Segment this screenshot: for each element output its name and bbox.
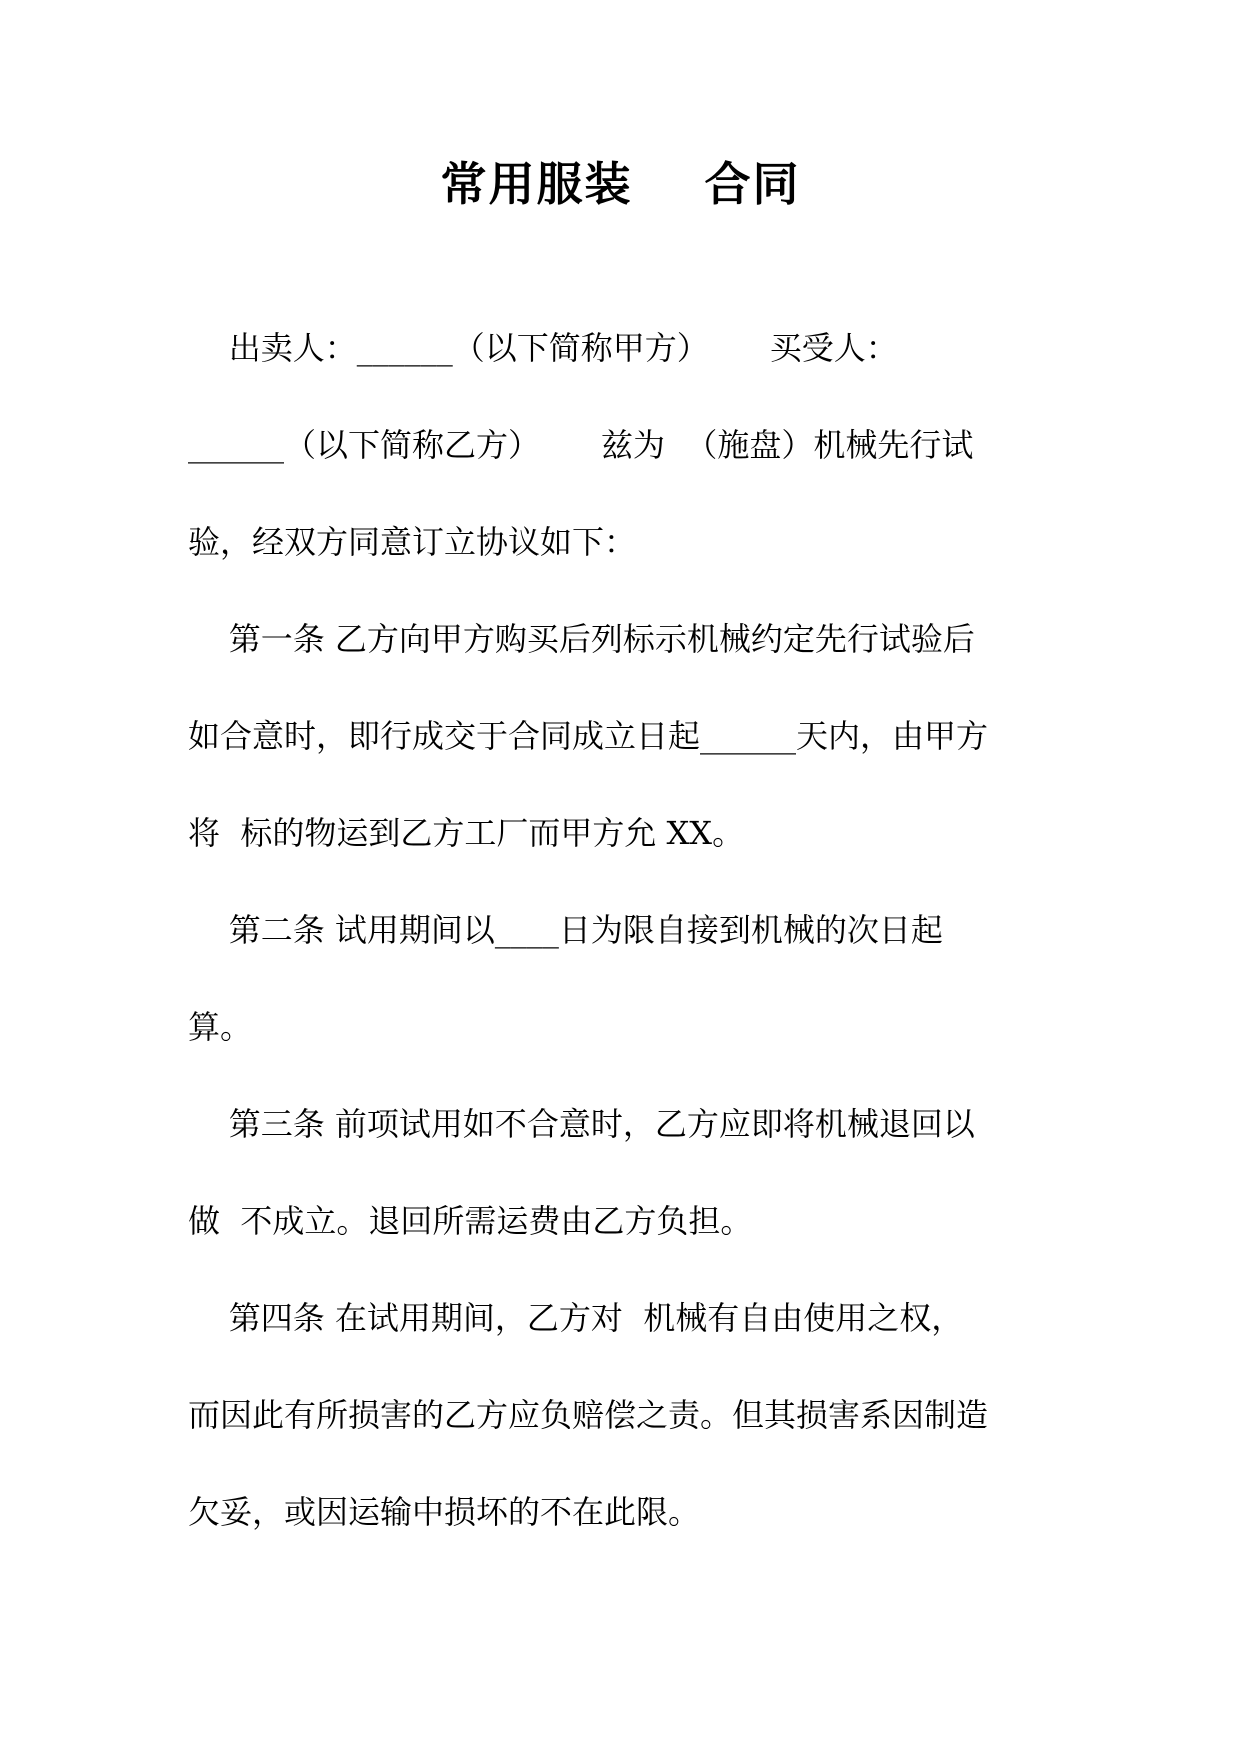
body-line: 验，经双方同意订立协议如下： bbox=[188, 523, 637, 561]
body-line: 做 不成立。退回所需运费由乙方负担。 bbox=[188, 1202, 753, 1240]
body-line: 第四条 在试用期间，乙方对 机械有自由使用之权， bbox=[188, 1299, 964, 1337]
body-line: 出卖人：______（以下简称甲方） 买受人： bbox=[188, 329, 898, 367]
body-line: 将 标的物运到乙方工厂而甲方允 XX。 bbox=[188, 814, 745, 852]
body-line: 第一条 乙方向甲方购买后列标示机械约定先行试验后 bbox=[188, 620, 975, 658]
body-line: ______（以下简称乙方） 兹为 （施盘）机械先行试 bbox=[188, 426, 974, 464]
document-title: 常用服装 合同 bbox=[440, 157, 801, 211]
body-line: 如合意时，即行成交于合同成立日起______天内，由甲方 bbox=[188, 717, 989, 755]
document-body bbox=[188, 300, 1058, 1561]
body-line: 而因此有所损害的乙方应负赔偿之责。但其损害系因制造 bbox=[188, 1396, 989, 1434]
body-line: 第二条 试用期间以____日为限自接到机械的次日起 bbox=[188, 911, 943, 949]
body-line: 算。 bbox=[188, 1008, 253, 1046]
body-line: 第三条 前项试用如不合意时，乙方应即将机械退回以 bbox=[188, 1105, 975, 1143]
body-line: 欠妥，或因运输中损坏的不在此限。 bbox=[188, 1493, 701, 1531]
